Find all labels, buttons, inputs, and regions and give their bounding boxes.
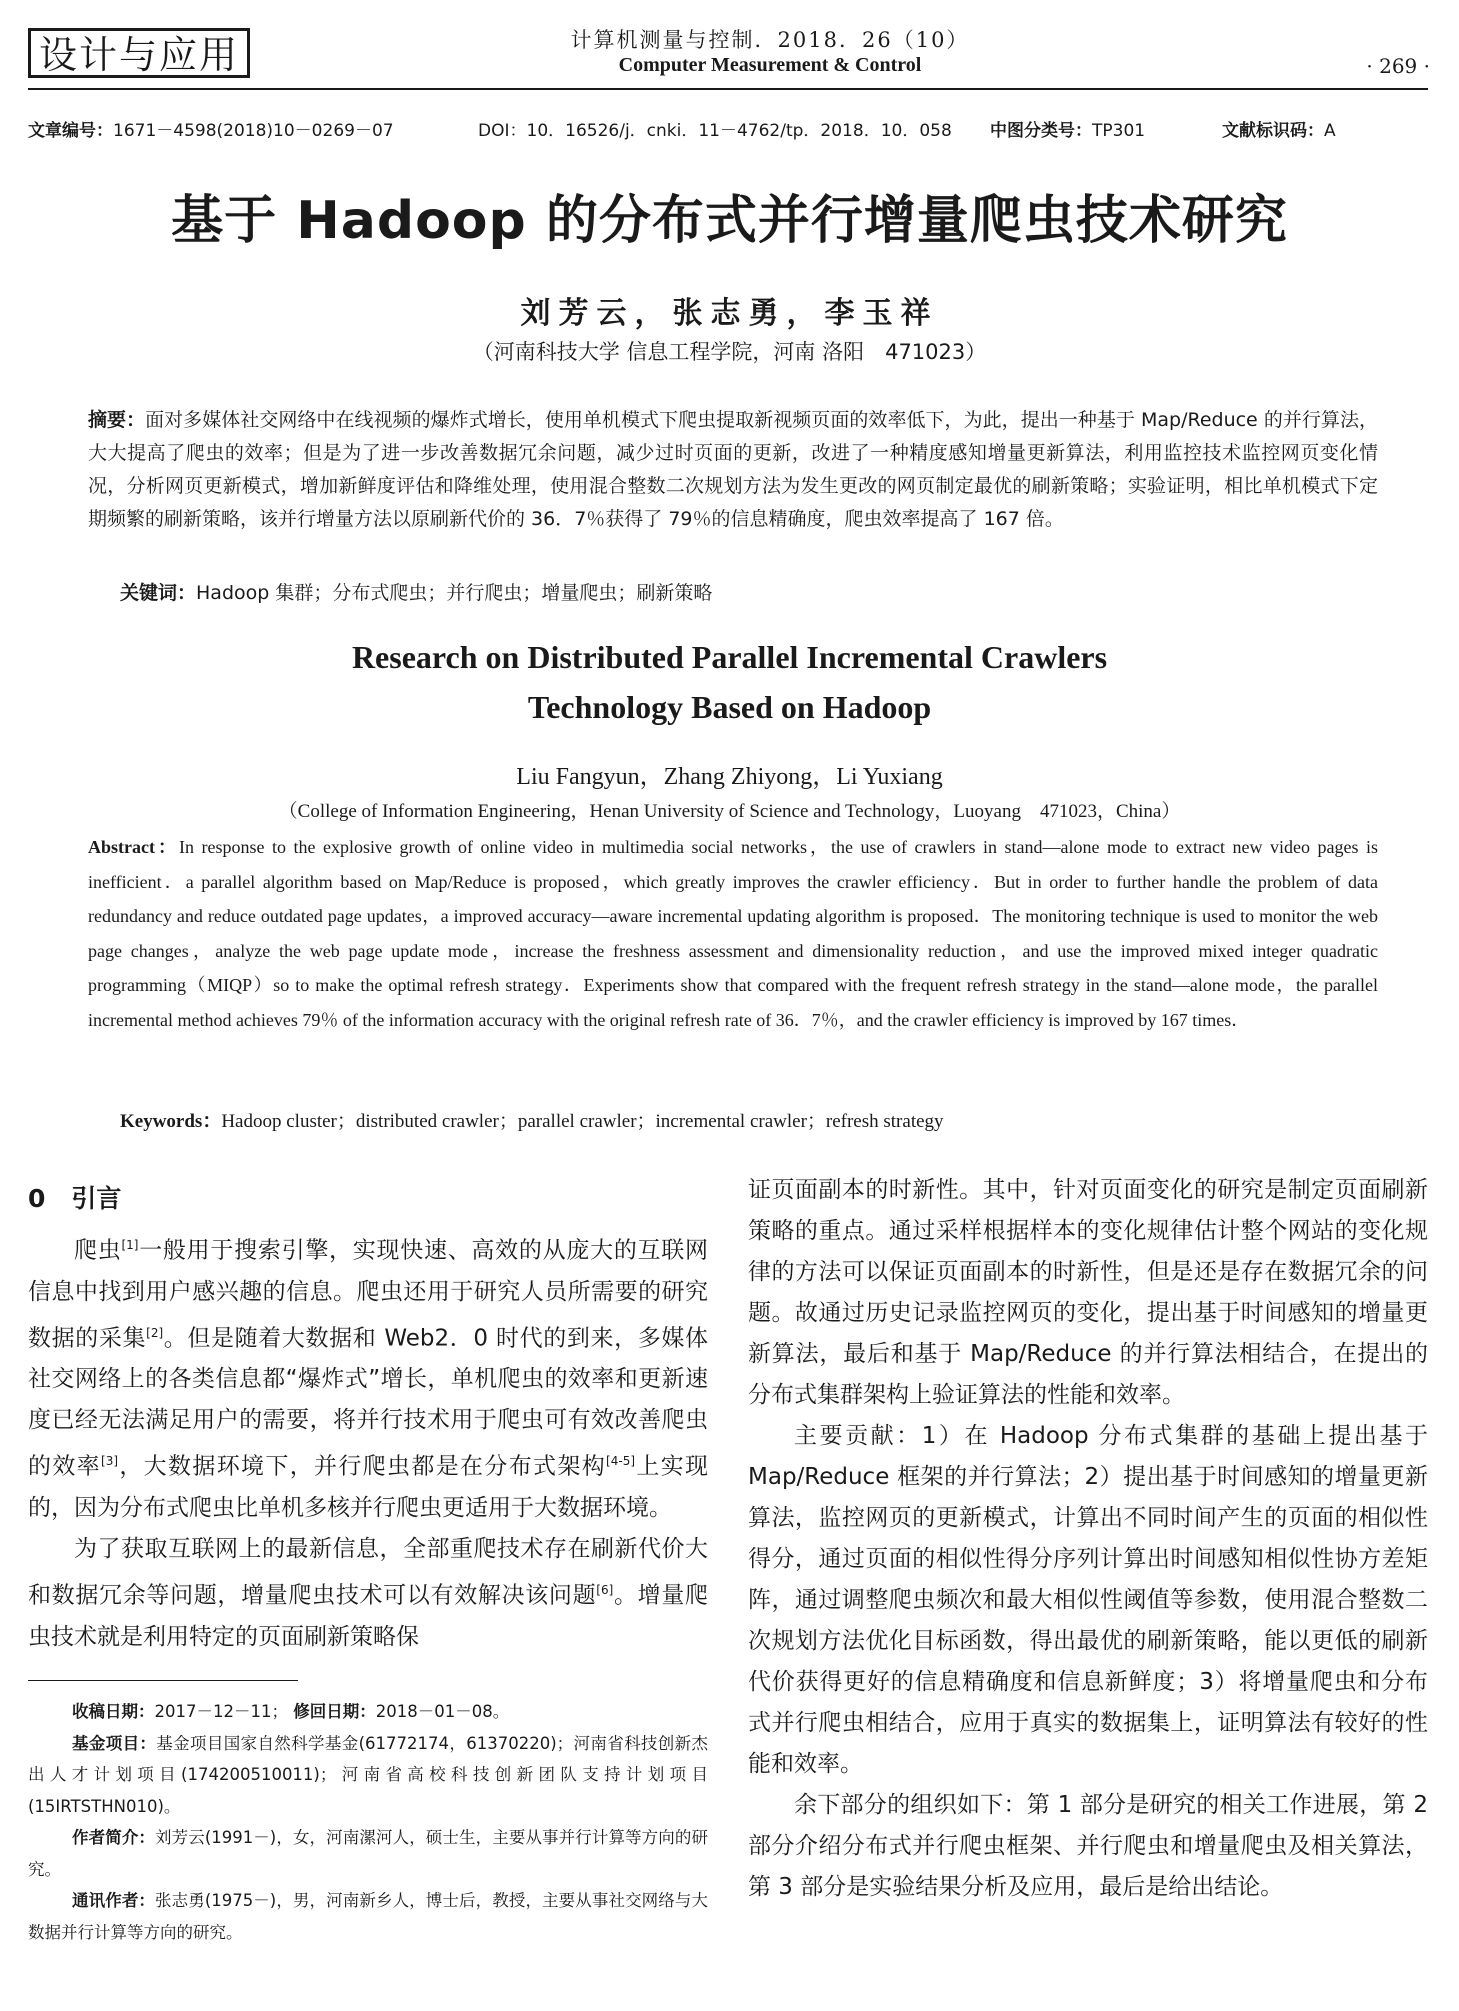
keywords-en-label: Keywords： [120, 1111, 222, 1132]
intro-paragraph-1 [28, 1225, 708, 1529]
article-number-label: 文章编号： [28, 121, 113, 141]
corresponding-text: 张志勇(1975－)，男，河南新乡人，博士后，教授，主要从事社交网络与大数据并行计算等方向的研究。 [28, 1891, 709, 1942]
clc-label: 中图分类号： [990, 121, 1092, 141]
citation-ref[interactable]: [6] [596, 1582, 614, 1597]
corresponding-label: 通讯作者： [72, 1891, 156, 1910]
article-number [28, 116, 394, 141]
document-code [1222, 116, 1336, 141]
keywords-cn-label: 关键词： [120, 582, 197, 604]
footnote-fund [28, 1728, 708, 1823]
section-title: 引言 [71, 1184, 122, 1213]
paper-title-cn: 基于 Hadoop 的分布式并行增量爬虫技术研究 [171, 191, 1288, 251]
doi [478, 116, 952, 141]
text-run: 爬虫 [74, 1237, 122, 1264]
doi-value: 10．16526/j．cnki．11－4762/tp．2018．10．058 [526, 121, 952, 141]
citation-ref[interactable]: [2] [146, 1325, 164, 1340]
citation-ref[interactable]: [1] [121, 1238, 139, 1252]
body-left-column [28, 1178, 708, 1658]
footnote-dates [28, 1696, 708, 1728]
keywords-cn-text: Hadoop 集群；分布式爬虫；并行爬虫；增量爬虫；刷新策略 [196, 582, 713, 604]
abstract-en-label: Abstract： [88, 837, 180, 857]
body-right-column [748, 1170, 1428, 1908]
text-run: 一般用于搜索引擎，实现快速、高效的从庞大的互联网信息中找到用户感兴趣的信息。爬虫还用于研究人员所需要的研究数据的采集 [28, 1237, 709, 1352]
keywords-cn [120, 578, 1380, 605]
page-number: · 269 · [1366, 54, 1430, 78]
keywords-en [120, 1106, 1380, 1133]
fund-label: 基金项目： [72, 1733, 157, 1753]
clc-number [990, 116, 1145, 141]
document-code-value: A [1324, 121, 1336, 141]
paper-title-en-line2: Technology Based on Hadoop [527, 689, 932, 725]
affiliation-en: （College of Information Engineering，Henan University of Science and Technology，Luoyang 471023，China） [278, 801, 1181, 822]
footnote-bio [28, 1822, 708, 1885]
abstract-en-text: In response to the explosive growth of online video in multimedia social networks，the use of crawlers in stand—alone mode to extract new video pages is inefficient．a parallel algorithm based on Map/Reduce is proposed，which greatly improves the crawler efficiency．But in order to further handle the problem of data redundancy and reduce outdated page updates，a improved accuracy—aware incremental updating algorithm is proposed．The monitoring technique is used to monitor the web page changes，analyze the web page update mode，increase the freshness assessment and dimensionality reduction，and use the improved mixed integer quadratic programming（MIQP）so to make the optimal refresh strategy．Experiments show that compared with the frequent refresh strategy in the stand—alone mode，the parallel incremental method achieves 79％ of the information accuracy with the original refresh rate of 36．7％，and the crawler efficiency is improved by 167 times． [88, 837, 1378, 1030]
abstract-en [88, 830, 1378, 1037]
section-number: 0 [28, 1184, 46, 1213]
paper-title-en [0, 632, 1459, 732]
text-run: 。增量爬虫技术就是利用特定的页面刷新策略保 [28, 1582, 709, 1650]
clc-value: TP301 [1092, 121, 1146, 141]
journal-title-en: Computer Measurement & Control [618, 54, 922, 76]
header-rule [28, 88, 1428, 90]
citation-ref[interactable]: [4-5] [606, 1454, 636, 1469]
footnote-corresponding [28, 1885, 708, 1948]
footnote-rule [28, 1680, 298, 1681]
intro-paragraph-2 [28, 1529, 708, 1658]
text-run: ，大数据环境下，并行爬虫都是在分布式架构 [118, 1453, 607, 1480]
bio-label: 作者简介： [72, 1828, 156, 1847]
section-heading-intro [28, 1178, 708, 1219]
abstract-cn-label: 摘要： [88, 409, 146, 431]
fund-text: 基金项目国家自然科学基金(61772174，61370220)；河南省科技创新杰出人才计划项目(174200510011)；河南省高校科技创新团队支持计划项目(15IRTSTHN010)。 [28, 1733, 709, 1816]
text-run: 为了获取互联网上的最新信息，全部重爬技术存在刷新代价大和数据冗余等问题，增量爬虫技术可以有效解决该问题 [28, 1535, 708, 1609]
right-paragraph-3: 余下部分的组织如下：第 1 部分是研究的相关工作进展，第 2 部分介绍分布式并行爬虫框架、并行爬虫和增量爬虫及相关算法，第 3 部分是实验结果分析及应用，最后是给出结论。 [748, 1792, 1428, 1900]
paper-title-en-line1: Research on Distributed Parallel Incremental Crawlers [351, 639, 1108, 675]
affiliation-cn: （河南科技大学 信息工程学院，河南 洛阳 471023） [472, 340, 987, 364]
text-run: 上实现的，因为分布式爬虫比单机多核并行爬虫更适用于大数据环境。 [28, 1453, 709, 1521]
bio-text: 刘芳云(1991－)，女，河南漯河人，硕士生，主要从事并行计算等方向的研究。 [28, 1828, 709, 1879]
doi-label: DOI： [478, 121, 527, 141]
right-paragraph-2: 主要贡献：1）在 Hadoop 分布式集群的基础上提出基于 Map/Reduce 框架的并行算法；2）提出基于时间感知的增量更新算法，监控网页的更新模式，计算出不同时间产生的页面的相似性得分，通过页面的相似性得分序列计算出时间感知相似性协方差矩阵，通过调整爬虫频次和最大相似性阈值等参数，使用混合整数二次规划方法优化目标函数，得出最优的刷新策略，能以更低的刷新代价获得更好的信息精确度和信息新鲜度；3）将增量爬虫和分布式并行爬虫相结合，应用于真实的数据集上，证明算法有较好的性能和效率。 [748, 1423, 1428, 1777]
citation-ref[interactable]: [3] [101, 1454, 119, 1469]
abstract-cn-text: 面对多媒体社交网络中在线视频的爆炸式增长，使用单机模式下爬虫提取新视频页面的效率低下，为此，提出一种基于 Map/Reduce 的并行算法，大大提高了爬虫的效率；但是为了进一步改善数据冗余问题，减少过时页面的更新，改进了一种精度感知增量更新算法，利用监控技术监控网页变化情况，分析网页更新模式，增加新鲜度评估和降维处理，使用混合整数二次规划方法为发生更改的网页制定最优的刷新策略；实验证明，相比单机模式下定期频繁的刷新策略，该并行增量方法以原刷新代价的 36．7％获得了 79％的信息精确度，爬虫效率提高了 167 倍。 [88, 409, 1378, 530]
text-run: 。但是随着大数据和 Web2．0 时代的到来，多媒体社交网络上的各类信息都“爆炸式”增长，单机爬虫的效率和更新速度已经无法满足用户的需要，将并行技术用于爬虫可有效改善爬虫的效率 [28, 1325, 708, 1480]
document-code-label: 文献标识码： [1222, 121, 1324, 141]
keywords-en-text: Hadoop cluster；distributed crawler；parallel crawler；incremental crawler；refresh strategy [221, 1111, 944, 1132]
authors-en: Liu Fangyun，Zhang Zhiyong，Li Yuxiang [516, 764, 943, 790]
received-label: 收稿日期： [72, 1702, 155, 1721]
right-paragraph-1: 证页面副本的时新性。其中，针对页面变化的研究是制定页面刷新策略的重点。通过采样根据样本的变化规律估计整个网站的变化规律的方法可以保证页面副本的时新性，但是还是存在数据冗余的问题。故通过历史记录监控网页的变化，提出基于时间感知的增量更新算法，最后和基于 Map/Reduce 的并行算法相结合，在提出的分布式集群架构上验证算法的性能和效率。 [748, 1177, 1428, 1408]
section-label: 设计与应用 [28, 28, 250, 78]
article-number-value: 1671－4598(2018)10－0269－07 [113, 121, 394, 141]
revised-label: 修回日期： [293, 1702, 376, 1721]
revised-date: 2018－01－08。 [375, 1702, 510, 1721]
footnotes [28, 1696, 708, 1948]
authors-cn: 刘芳云，张志勇，李玉祥 [520, 296, 939, 331]
received-date: 2017－12－11； [154, 1702, 288, 1721]
abstract-cn [88, 404, 1378, 536]
journal-title-cn: 计算机测量与控制．2018．26（10） [570, 28, 970, 52]
